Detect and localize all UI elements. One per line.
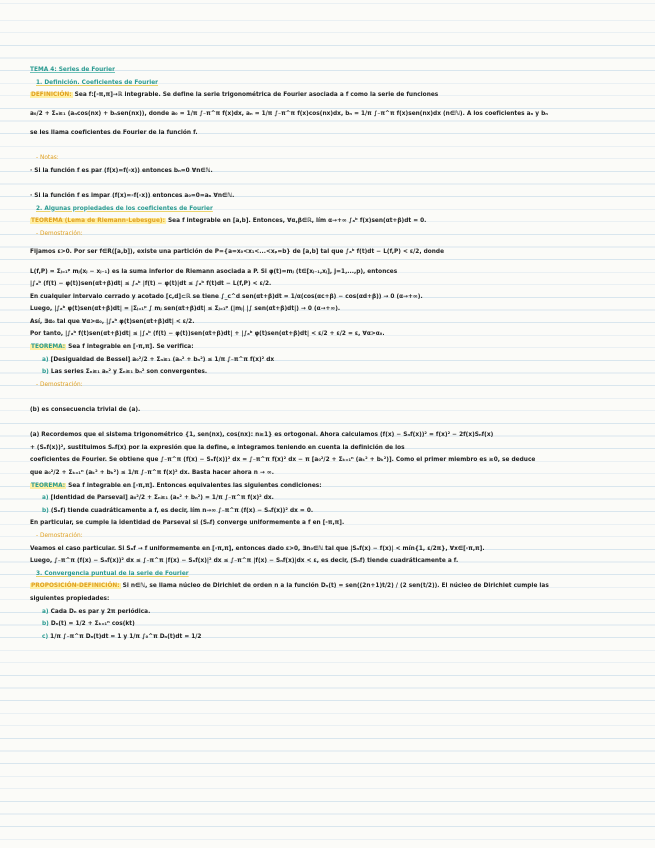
section-heading-1: 1. Definición. Coeficientes de Fourier — [36, 79, 159, 86]
statement-label: TEOREMA: — [31, 482, 66, 489]
statement-label: TEOREMA: — [31, 344, 66, 351]
theorem-item-a: a) [Identidad de Parseval] a₀²/2 + Σₙ≥₁ (aₙ² + bₙ²) = 1/π ∫₋π^π f(x)² dx. — [42, 495, 274, 502]
fourier-series-formula: a₀/2 + Σₙ≥₁ (aₙcos(nx) + bₙsen(nx)), donde a₀ = 1/π ∫₋π^π f(x)dx, aₙ = 1/π ∫₋π^π f(x)cos(nx)dx, bₙ = 1/π ∫₋π^π f(x)sen(nx)dx (n∈ℕ). A los coeficientes aₙ y bₙ — [30, 110, 548, 117]
proof-line: L(f,P) = Σⱼ₌₁ᵖ mⱼ(xⱼ − xⱼ₋₁) es la suma inferior de Riemann asociada a P. Si φ(t)=mⱼ (t∈[xⱼ₋₁,xⱼ], j=1,...,p), entonces — [30, 268, 398, 275]
proof-label: - Demostración: — [36, 532, 83, 539]
proof-line: (a) Recordemos que el sistema trigonométrico {1, sen(nx), cos(nx): n≥1} es ortogonal. Ahora calculamos (f(x) − Sₙf(x))² = f(x)² − 2f(x)Sₙf(x) — [30, 432, 494, 439]
proof-line: Luego, ∫₋π^π (f(x) − Sₙf(x))² dx ≤ ∫₋π^π |f(x) − Sₙf(x)|² dx ≤ ∫₋π^π |f(x) − Sₙf(x)|dx < ε, es decir, (Sₙf) tiende cuadráticamente a f. — [30, 558, 459, 565]
bessel-theorem: TEOREMA: Sea f integrable en [-π,π]. Se verifica: — [31, 344, 194, 351]
blank-line — [30, 177, 630, 190]
proof-line: Fijamos ε>0. Por ser f∈R([a,b]), existe una partición de P={a=x₀<x₁<...<xₚ=b} de [a,b] tal que ∫ₐᵇ f(t)dt − L(f,P) < ε/2, donde — [30, 249, 445, 256]
item-marker: b) — [42, 621, 49, 628]
property-item-a: a) Cada Dₙ es par y 2π periódica. — [42, 608, 151, 615]
statement-label: DEFINICIÓN: — [31, 92, 72, 99]
dirichlet-properties-intro: siguientes propiedades: — [30, 595, 110, 602]
topic-title: TEMA 4: Series de Fourier — [30, 67, 115, 73]
dirichlet-definition: PROPOSICIÓN-DEFINICIÓN: Si n∈ℕ, se llama núcleo de Dirichlet de orden n a la función Dₙ(t) = sen((2n+1)t/2) / (2 sen(t/2)). El núcleo de Dirichlet cumple las — [31, 583, 549, 590]
parseval-theorem: TEOREMA: Sea f integrable en [-π,π]. Entonces equivalentes las siguientes condiciones: — [31, 482, 322, 489]
proof-line: |∫ₐᵇ (f(t) − φ(t))sen(αt+β)dt| ≤ ∫ₐᵇ |f(t) − φ(t)|dt ≤ ∫ₐᵇ f(t)dt − L(f,P) < ε/2. — [30, 281, 272, 288]
note-content — [30, 64, 630, 643]
proof-line: (b) es consecuencia trivial de (a). — [30, 407, 141, 414]
item-marker: b) — [42, 369, 49, 376]
theorem-item-a: a) [Desigualdad de Bessel] a₀²/2 + Σₙ≥₁ (aₙ² + bₙ²) ≤ 1/π ∫₋π^π f(x)² dx — [42, 356, 275, 363]
proof-line: + (Sₙf(x))², sustituimos Sₙf(x) por la expresión que la define, e integramos teniendo en cuenta la definición de los — [30, 444, 405, 451]
riemann-lebesgue-theorem: TEOREMA (Lema de Riemann-Lebesgue): Sea f integrable en [a,b]. Entonces, ∀α,β∈ℝ, lím α→+∞ ∫ₐᵇ f(x)sen(αt+β)dt = 0. — [31, 218, 427, 225]
item-marker: a) — [42, 356, 49, 363]
proof-label: - Demostración: — [36, 381, 83, 388]
proof-line: Luego, |∫ₐᵇ φ(t)sen(αt+β)dt| = |Σⱼ₌₁ᵖ ∫ mⱼ sen(αt+β)dt| ≤ Σⱼ₌₁ᵖ (|mⱼ| |∫ sen(αt+β)dt|) → 0 (α→+∞). — [30, 306, 341, 313]
theorem-item-b: b) Las series Σₙ≥₁ aₙ² y Σₙ≥₁ bₙ² son convergentes. — [42, 369, 208, 376]
item-marker: a) — [42, 495, 49, 502]
proof-line: Por tanto, |∫ₐᵇ f(t)sen(αt+β)dt| ≤ |∫ₐᵇ (f(t) − φ(t))sen(αt+β)dt| + |∫ₐᵇ φ(t)sen(αt+β)dt| < ε/2 + ε/2 = ε, ∀α>α₀. — [30, 331, 385, 338]
section-heading-2: 2. Algunas propiedades de los coeficientes de Fourier — [36, 205, 213, 212]
theorem-item-b: b) (Sₙf) tiende cuadráticamente a f, es decir, lím n→∞ ∫₋π^π (f(x) − Sₙf(x))² dx = 0. — [42, 507, 314, 514]
item-marker: c) — [42, 633, 49, 640]
note-even: · Si la función f es par (f(x)=f(-x)) entonces bₙ=0 ∀n∈ℕ. — [30, 167, 213, 174]
note-odd: · Si la función f es impar (f(x)=-f(-x)) entonces a₀=0=aₙ ∀n∈ℕ. — [30, 192, 235, 199]
property-item-b: b) Dₙ(t) = 1/2 + Σₖ₌₁ⁿ cos(kt) — [42, 621, 135, 628]
parseval-remark: En particular, se cumple la identidad de Parseval si (Sₙf) converge uniformemente a f en [-π,π]. — [30, 520, 345, 527]
item-marker: b) — [42, 507, 49, 514]
section-heading-3: 3. Convergencia puntual de la serie de Fourier — [36, 570, 189, 577]
proof-line: que a₀²/2 + Σₖ₌₁ⁿ (aₖ² + bₖ²) ≤ 1/π ∫₋π^π f(x)² dx. Basta hacer ahora n → ∞. — [30, 470, 274, 476]
proof-line: Así, ∃α₀ tal que ∀α>α₀, |∫ₐᵇ φ(t)sen(αt+β)dt| < ε/2. — [30, 318, 195, 325]
blank-line — [30, 417, 630, 430]
notes-label: - Notas: — [36, 155, 59, 162]
statement-label: TEOREMA (Lema de Riemann-Lebesgue): — [31, 218, 165, 225]
item-marker: a) — [42, 608, 49, 615]
blank-line — [30, 140, 630, 153]
proof-line: En cualquier intervalo cerrado y acotado [c,d]⊂ℝ se tiene ∫_c^d sen(αt+β)dt = 1/α(cos(αc+β) − cos(αd+β)) → 0 (α→+∞). — [30, 293, 423, 300]
proof-line: coeficientes de Fourier. Se obtiene que ∫₋π^π (f(x) − Sₙf(x))² dx = ∫₋π^π f(x)² dx − π [a₀²/2 + Σₖ₌₁ⁿ (aₖ² + bₖ²)]. Como el primer miembro es ≥0, se deduce — [30, 457, 536, 464]
statement-label: PROPOSICIÓN-DEFINICIÓN: — [31, 583, 120, 590]
proof-line: Veamos el caso particular. Si Sₙf → f uniformemente en [-π,π], entonces dado ε>0, ∃n₀∈ℕ tal que |Sₙf(x) − f(x)| < mín{1, ε/2π}, ∀x∈[-π,π]. — [30, 545, 485, 552]
definition-text: DEFINICIÓN: Sea f:[-π,π]→ℝ integrable. Se define la serie trigonométrica de Fourier asociada a f como la serie de funciones — [31, 92, 439, 99]
fourier-coefficients-text: se les llama coeficientes de Fourier de la función f. — [30, 129, 198, 136]
blank-line — [30, 391, 630, 404]
property-item-c: c) 1/π ∫₋π^π Dₙ(t)dt = 1 y 1/π ∫₀^π Dₙ(t)dt = 1/2 — [42, 633, 202, 640]
proof-label: - Demostración: — [36, 230, 83, 237]
